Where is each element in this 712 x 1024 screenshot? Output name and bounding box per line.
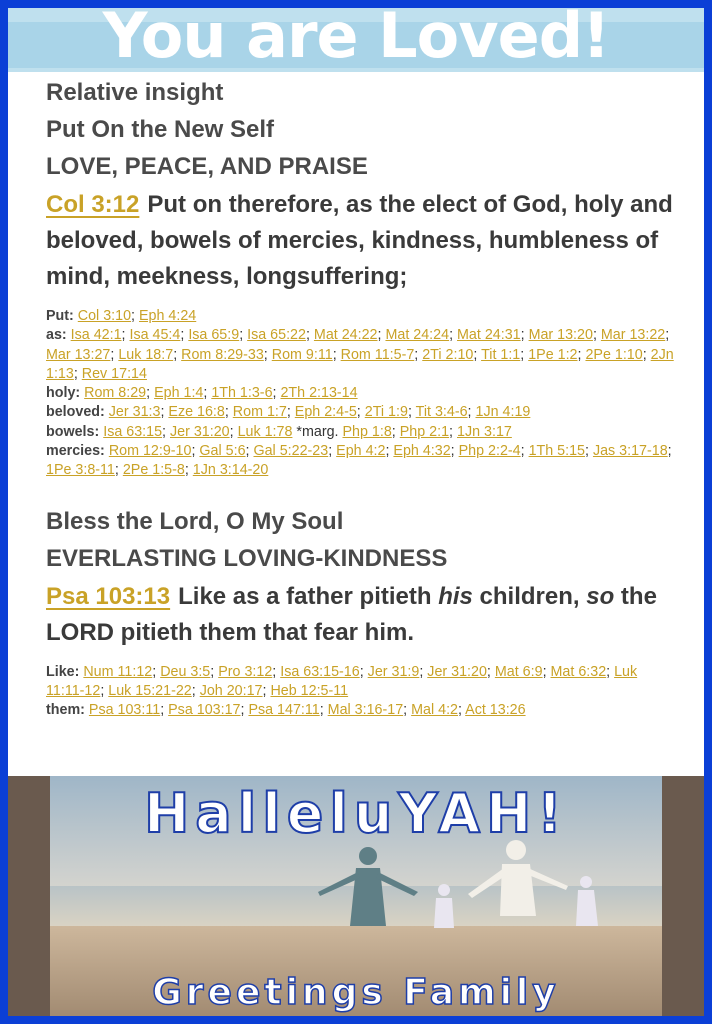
reference-link[interactable]: 1Pe 3:8-11 (46, 462, 115, 479)
reference-link[interactable]: 2Ti 2:10 (422, 346, 474, 363)
reference-link[interactable]: Luk 15:21-22 (108, 682, 192, 699)
reference-link[interactable]: 2Pe 1:10 (585, 346, 643, 363)
top-banner (8, 8, 704, 72)
reference-link[interactable]: 2Jn 1:13 (46, 346, 674, 382)
family-beach-image (8, 776, 704, 1016)
reference-line: mercies: Rom 12:9-10; Gal 5:6; Gal 5:22-23; Eph 4:2; Eph 4:32; Php 2:2-4; 1Th 5:15; Jas 3:17-18; 1Pe 3:8-11; 2Pe 1:5-8; 1Jn 3:14-20 (46, 443, 672, 479)
reference-link[interactable]: Pro 3:12 (218, 663, 273, 680)
reference-label: Like: (46, 663, 80, 680)
reference-link[interactable]: Jas 3:17-18 (592, 443, 668, 460)
reference-line: holy: Rom 8:29; Eph 1:4; 1Th 1:3-6; 2Th 2:13-14 (46, 385, 358, 402)
reference-link[interactable]: Mat 24:31 (457, 327, 521, 344)
section2-verse (46, 579, 676, 651)
reference-link[interactable]: Rom 12:9-10 (108, 443, 192, 460)
reference-line: beloved: Jer 31:3; Eze 16:8; Rom 1:7; Eph 2:4-5; 2Ti 1:9; Tit 3:4-6; 1Jn 4:19 (46, 404, 531, 421)
reference-link[interactable]: 1Pe 1:2 (528, 346, 578, 363)
reference-line: Like: Num 11:12; Deu 3:5; Pro 3:12; Isa 63:15-16; Jer 31:9; Jer 31:20; Mat 6:9; Mat 6:32; Luk 11:11-12; Luk 15:21-22; Joh 20:17; Heb 12:5-11 (46, 663, 638, 699)
verse-text-italic: so (586, 582, 615, 610)
reference-link[interactable]: Tit 1:1 (481, 346, 521, 363)
reference-link[interactable]: Act 13:26 (465, 702, 526, 719)
reference-link[interactable]: 1Th 1:3-6 (211, 385, 273, 402)
reference-link[interactable]: Num 11:12 (83, 663, 153, 680)
reference-link[interactable]: Heb 12:5-11 (270, 682, 349, 699)
verse-text-italic: his (438, 582, 473, 610)
reference-link[interactable]: Isa 63:15 (103, 423, 163, 440)
greetings-family-text: Greetings Family (152, 972, 560, 1013)
reference-link[interactable]: Psa 103:11 (88, 702, 161, 719)
reference-link[interactable]: Mar 13:27 (46, 346, 111, 363)
reference-link[interactable]: Mal 3:16-17 (327, 702, 404, 719)
reference-link[interactable]: Php 2:1 (399, 423, 450, 440)
verse-text-part: children, (472, 582, 587, 610)
reference-link[interactable]: Eph 1:4 (154, 385, 204, 402)
reference-link[interactable]: Eph 2:4-5 (294, 404, 357, 421)
reference-link[interactable]: Gal 5:6 (199, 443, 246, 460)
reference-link[interactable]: Rom 8:29-33 (181, 346, 264, 363)
reference-link[interactable]: Eze 16:8 (168, 404, 225, 421)
reference-link[interactable]: Php 2:2-4 (458, 443, 521, 460)
reference-note: *marg. (292, 423, 343, 440)
reference-link[interactable]: Isa 65:9 (188, 327, 240, 344)
reference-link[interactable]: Tit 3:4-6 (415, 404, 468, 421)
reference-link[interactable]: Deu 3:5 (160, 663, 211, 680)
section1-verse (46, 187, 676, 295)
reference-link[interactable]: Luk 11:11-12 (46, 663, 638, 699)
verse-text-part: Like as a father pitieth (178, 582, 439, 610)
reference-line: them: Psa 103:11; Psa 103:17; Psa 147:11; Mal 3:16-17; Mal 4:2; Act 13:26 (46, 702, 526, 719)
reference-link[interactable]: Isa 45:4 (129, 327, 181, 344)
reference-link[interactable]: Rom 8:29 (84, 385, 147, 402)
reference-link[interactable]: 1Jn 4:19 (475, 404, 531, 421)
reference-link[interactable]: Jer 31:9 (367, 663, 420, 680)
reference-link[interactable]: Rev 17:14 (81, 365, 147, 382)
reference-link[interactable]: Mat 24:22 (313, 327, 378, 344)
reference-link[interactable]: 1Jn 3:14-20 (192, 462, 269, 479)
reference-link[interactable]: Luk 1:78 (237, 423, 293, 440)
reference-link[interactable]: Jer 31:20 (427, 663, 487, 680)
reference-link[interactable]: Eph 4:24 (139, 308, 197, 324)
section1-heading-3: LOVE, PEACE, AND PRAISE (46, 153, 368, 180)
reference-link[interactable]: Rom 1:7 (232, 404, 287, 421)
reference-link[interactable]: Gal 5:22-23 (253, 443, 329, 460)
reference-link[interactable]: Luk 18:7 (118, 346, 174, 363)
verse-text: Put on therefore, as the elect of God, holy and beloved, bowels of mercies, kindness, humbleness of mind, meekness, longsuffering; (46, 191, 673, 290)
reference-link[interactable]: Mat 6:32 (550, 663, 607, 680)
reference-line: Put: Col 3:10; Eph 4:24 (46, 308, 197, 324)
reference-link[interactable]: Php 1:8 (342, 423, 392, 440)
halleluyah-text: HalleluYAH! (144, 782, 568, 845)
reference-label: beloved: (46, 404, 105, 421)
reference-link[interactable]: Mar 13:20 (528, 327, 593, 344)
verse-text-part: the LORD pitieth them that fear him. (46, 582, 657, 646)
reference-link[interactable]: 1Th 5:15 (528, 443, 585, 460)
reference-link[interactable]: Eph 4:32 (393, 443, 451, 460)
banner-title: You are Loved! (102, 8, 610, 72)
cross-references-1 (46, 307, 676, 481)
reference-link[interactable]: Isa 63:15-16 (280, 663, 360, 680)
section1-heading-2: Put On the New Self (46, 116, 275, 143)
reference-link[interactable]: 2Th 2:13-14 (280, 385, 358, 402)
reference-link[interactable]: Isa 65:22 (247, 327, 306, 344)
reference-link[interactable]: Psa 103:17 (168, 702, 241, 719)
reference-link[interactable]: Jer 31:20 (170, 423, 230, 440)
reference-link[interactable]: 2Pe 1:5-8 (122, 462, 185, 479)
verse-link-psa-103-13[interactable]: Psa 103:13 (46, 582, 171, 610)
reference-link[interactable]: Jer 31:3 (108, 404, 161, 421)
reference-label: Put: (46, 308, 74, 324)
reference-link[interactable]: Rom 11:5-7 (340, 346, 415, 363)
reference-link[interactable]: 1Jn 3:17 (457, 423, 512, 440)
reference-link[interactable]: Mar 13:22 (600, 327, 666, 344)
main-content (46, 74, 676, 721)
reference-link[interactable]: Joh 20:17 (199, 682, 263, 699)
section2-heading-1: Bless the Lord, O My Soul (46, 507, 344, 535)
reference-label: as: (46, 327, 67, 344)
reference-line: bowels: Isa 63:15; Jer 31:20; Luk 1:78 *marg. Php 1:8; Php 2:1; 1Jn 3:17 (46, 423, 512, 440)
page-frame (8, 8, 704, 1016)
section1-heading-1: Relative insight (46, 79, 224, 106)
reference-link[interactable]: Rom 9:11 (271, 346, 333, 363)
reference-link[interactable]: Isa 42:1 (70, 327, 122, 344)
reference-label: them: (46, 702, 85, 719)
reference-link[interactable]: Eph 4:2 (336, 443, 386, 460)
reference-label: mercies: (46, 443, 105, 460)
reference-link[interactable]: 2Ti 1:9 (364, 404, 408, 421)
section2-heading-2: EVERLASTING LOVING-KINDNESS (46, 544, 448, 572)
reference-link[interactable]: Col 3:10 (77, 308, 132, 324)
reference-line: as: Isa 42:1; Isa 45:4; Isa 65:9; Isa 65:22; Mat 24:22; Mat 24:24; Mat 24:31; Mar 13:20; Mar 13:22; Mar 13:27; Luk 18:7; Rom 8:29-33; Rom 9:11; Rom 11:5-7; 2Ti 2:10; Tit 1:1; 1Pe 1:2; 2Pe 1:10; 2Jn 1:13; Rev 17:14 (46, 327, 674, 382)
reference-link[interactable]: Mat 24:24 (385, 327, 450, 344)
cross-references-2 (46, 663, 676, 721)
reference-label: holy: (46, 385, 81, 402)
reference-link[interactable]: Mat 6:9 (494, 663, 543, 680)
reference-link[interactable]: Mal 4:2 (411, 702, 459, 719)
verse-link-col-3-12[interactable]: Col 3:12 (46, 191, 140, 218)
reference-label: bowels: (46, 423, 100, 440)
reference-link[interactable]: Psa 147:11 (248, 702, 320, 719)
